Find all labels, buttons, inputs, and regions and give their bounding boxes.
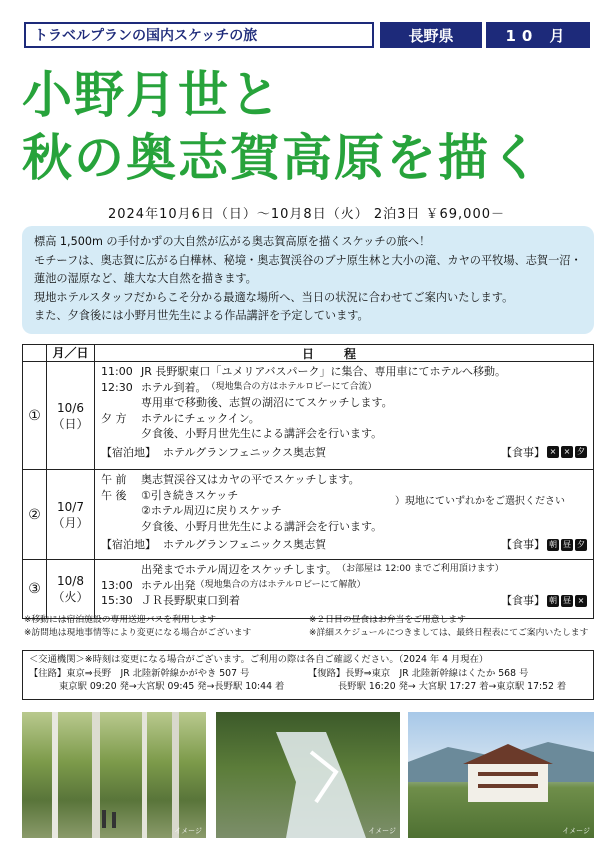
hotel-name: ホテルグランフェニックス奥志賀 <box>163 445 327 459</box>
outbound-times: 東京駅 09:20 発→大宮駅 09:45 発→長野駅 10:44 着 <box>59 681 285 692</box>
schedule-header <box>23 345 593 362</box>
month-label: 10 月 <box>486 22 590 48</box>
meal-badge: 夕 <box>577 447 585 457</box>
photo-birch-forest: イメージ <box>22 712 206 838</box>
meal-badge: × <box>575 595 587 607</box>
meal-badge: 夕 <box>577 539 585 549</box>
meal-badge: 朝 <box>549 595 557 605</box>
intro-line: また、夕食後には小野月世先生による作品講評を予定しています。 <box>34 309 369 322</box>
intro-line: モチーフは、奥志賀に広がる白樺林、秘境・奥志賀渓谷のブナ原生林と大小の滝、カヤの平牧場、志賀一沼・蓮池の湿原など、雄大な大自然を描きます。 <box>34 253 582 285</box>
page-title-line1: 小野月世と <box>22 66 282 124</box>
day-date: 10/6 （日） <box>47 362 95 469</box>
birch-forest-image <box>22 712 206 838</box>
meal-badge: 朝 <box>549 539 557 549</box>
waterfall-image <box>216 712 400 838</box>
col-date-header: 月／日 <box>47 345 95 361</box>
intro-line: 標高 1,500m の手付かずの大自然が広がる奥志賀高原を描くスケッチの旅へ！ <box>34 235 431 248</box>
stay-meal-row: 【宿泊地】 ホテルグランフェニックス奥志賀 【食事】 × × 夕 <box>101 445 585 459</box>
series-label: トラベルプランの国内スケッチの旅 <box>24 22 374 48</box>
col-plan-header: 日程 <box>301 347 386 361</box>
schedule-table <box>22 344 594 619</box>
schedule-day-3 <box>23 560 593 618</box>
day-date: 10/7 （月） <box>47 470 95 559</box>
hotel-image <box>408 712 594 838</box>
prefecture-label: 長野県 <box>380 22 482 48</box>
outbound-train: 【往路】東京⇒長野 JR 北陸新幹線かがやき 507 号 <box>29 668 250 679</box>
photo-hotel: イメージ <box>408 712 594 838</box>
day-number: ③ <box>23 560 47 618</box>
schedule-day-2 <box>23 470 593 560</box>
meal-badge: × <box>561 446 573 458</box>
intro-box <box>22 226 594 334</box>
day-number: ② <box>23 470 47 559</box>
day-number: ① <box>23 362 47 469</box>
photo-waterfall: イメージ <box>216 712 400 838</box>
tour-dates-price: 2024年10月6日（日）～10月8日（火） 2泊3日 ￥69,000－ <box>107 207 505 222</box>
hotel-name: ホテルグランフェニックス奥志賀 <box>163 538 327 551</box>
intro-line: 現地ホテルスタッフだからこそ分かる最適な場所へ、当日の状況に合わせてご案内いたします。 <box>34 290 514 304</box>
meal-badge: 昼 <box>563 539 571 549</box>
stay-meal-row: 【宿泊地】 ホテルグランフェニックス奥志賀 【食事】 朝 昼 夕 <box>101 538 585 551</box>
meal-badge: × <box>547 446 559 458</box>
day-date: 10/8 （火） <box>47 560 95 618</box>
schedule-day-1 <box>23 362 593 470</box>
day-plan: 午 前 奥志賀渓谷又はカヤの平でスケッチします。 午 後 ①引き続きスケッチ ②ホテル周辺に戻りスケッチ 夕食後、小野月世先生による講評会を行います。 ）現地にていずれかをご選択ください 【宿泊地】 ホテルグランフェニックス奥志賀 【食事】 朝 昼 夕 <box>101 473 585 551</box>
notes: ※移動には宿泊施設の専用送迎バスを利用します ※２日目の昼食はお弁当をご用意します ※訪問地は現地事情等により変更になる場合がございます ※詳細スケジュールにつきましては、最終日程表にてご案内いたします <box>24 615 589 638</box>
transport-info <box>22 650 594 700</box>
page-title-line2: 秋の奥志賀高原を描く <box>22 129 542 187</box>
day-plan: 11:00 JR 長野駅東口「ユメリアバスパーク」に集合、専用車にてホテルへ移動。 12:30 ホテル到着。 （現地集合の方はホテルロビーにて合流） 専用車で移動後、志賀の湖沼にてスケッチします。 夕 方 ホテルにチェックイン。 夕食後、小野月世先生による講評会を行います。 【宿泊地】 ホテルグランフェニックス奥志賀 【食事】 × × 夕 <box>101 365 585 459</box>
return-times: 長野駅 16:20 発→ 大宮駅 17:27 着→東京駅 17:52 着 <box>338 681 567 692</box>
choice-note: ）現地にていずれかをご選択ください <box>395 496 565 507</box>
transport-heading: ＜交通機関＞※時刻は変更になる場合がございます。ご利用の際は各自ご確認ください。（2024 年 4 月現在） <box>29 654 489 665</box>
meal-badge: 昼 <box>563 595 571 605</box>
return-train: 【復路】長野⇒東京 JR 北陸新幹線はくたか 568 号 <box>308 668 529 679</box>
day-plan: 出発までホテル周辺をスケッチします。 （お部屋は 12:00 までご利用頂けます） 13:00 ホテル出発 （現地集合の方はホテルロビーにて解散） 15:30 ＪＲ長野駅東口到着 【食事】 朝 昼 × <box>95 560 593 618</box>
